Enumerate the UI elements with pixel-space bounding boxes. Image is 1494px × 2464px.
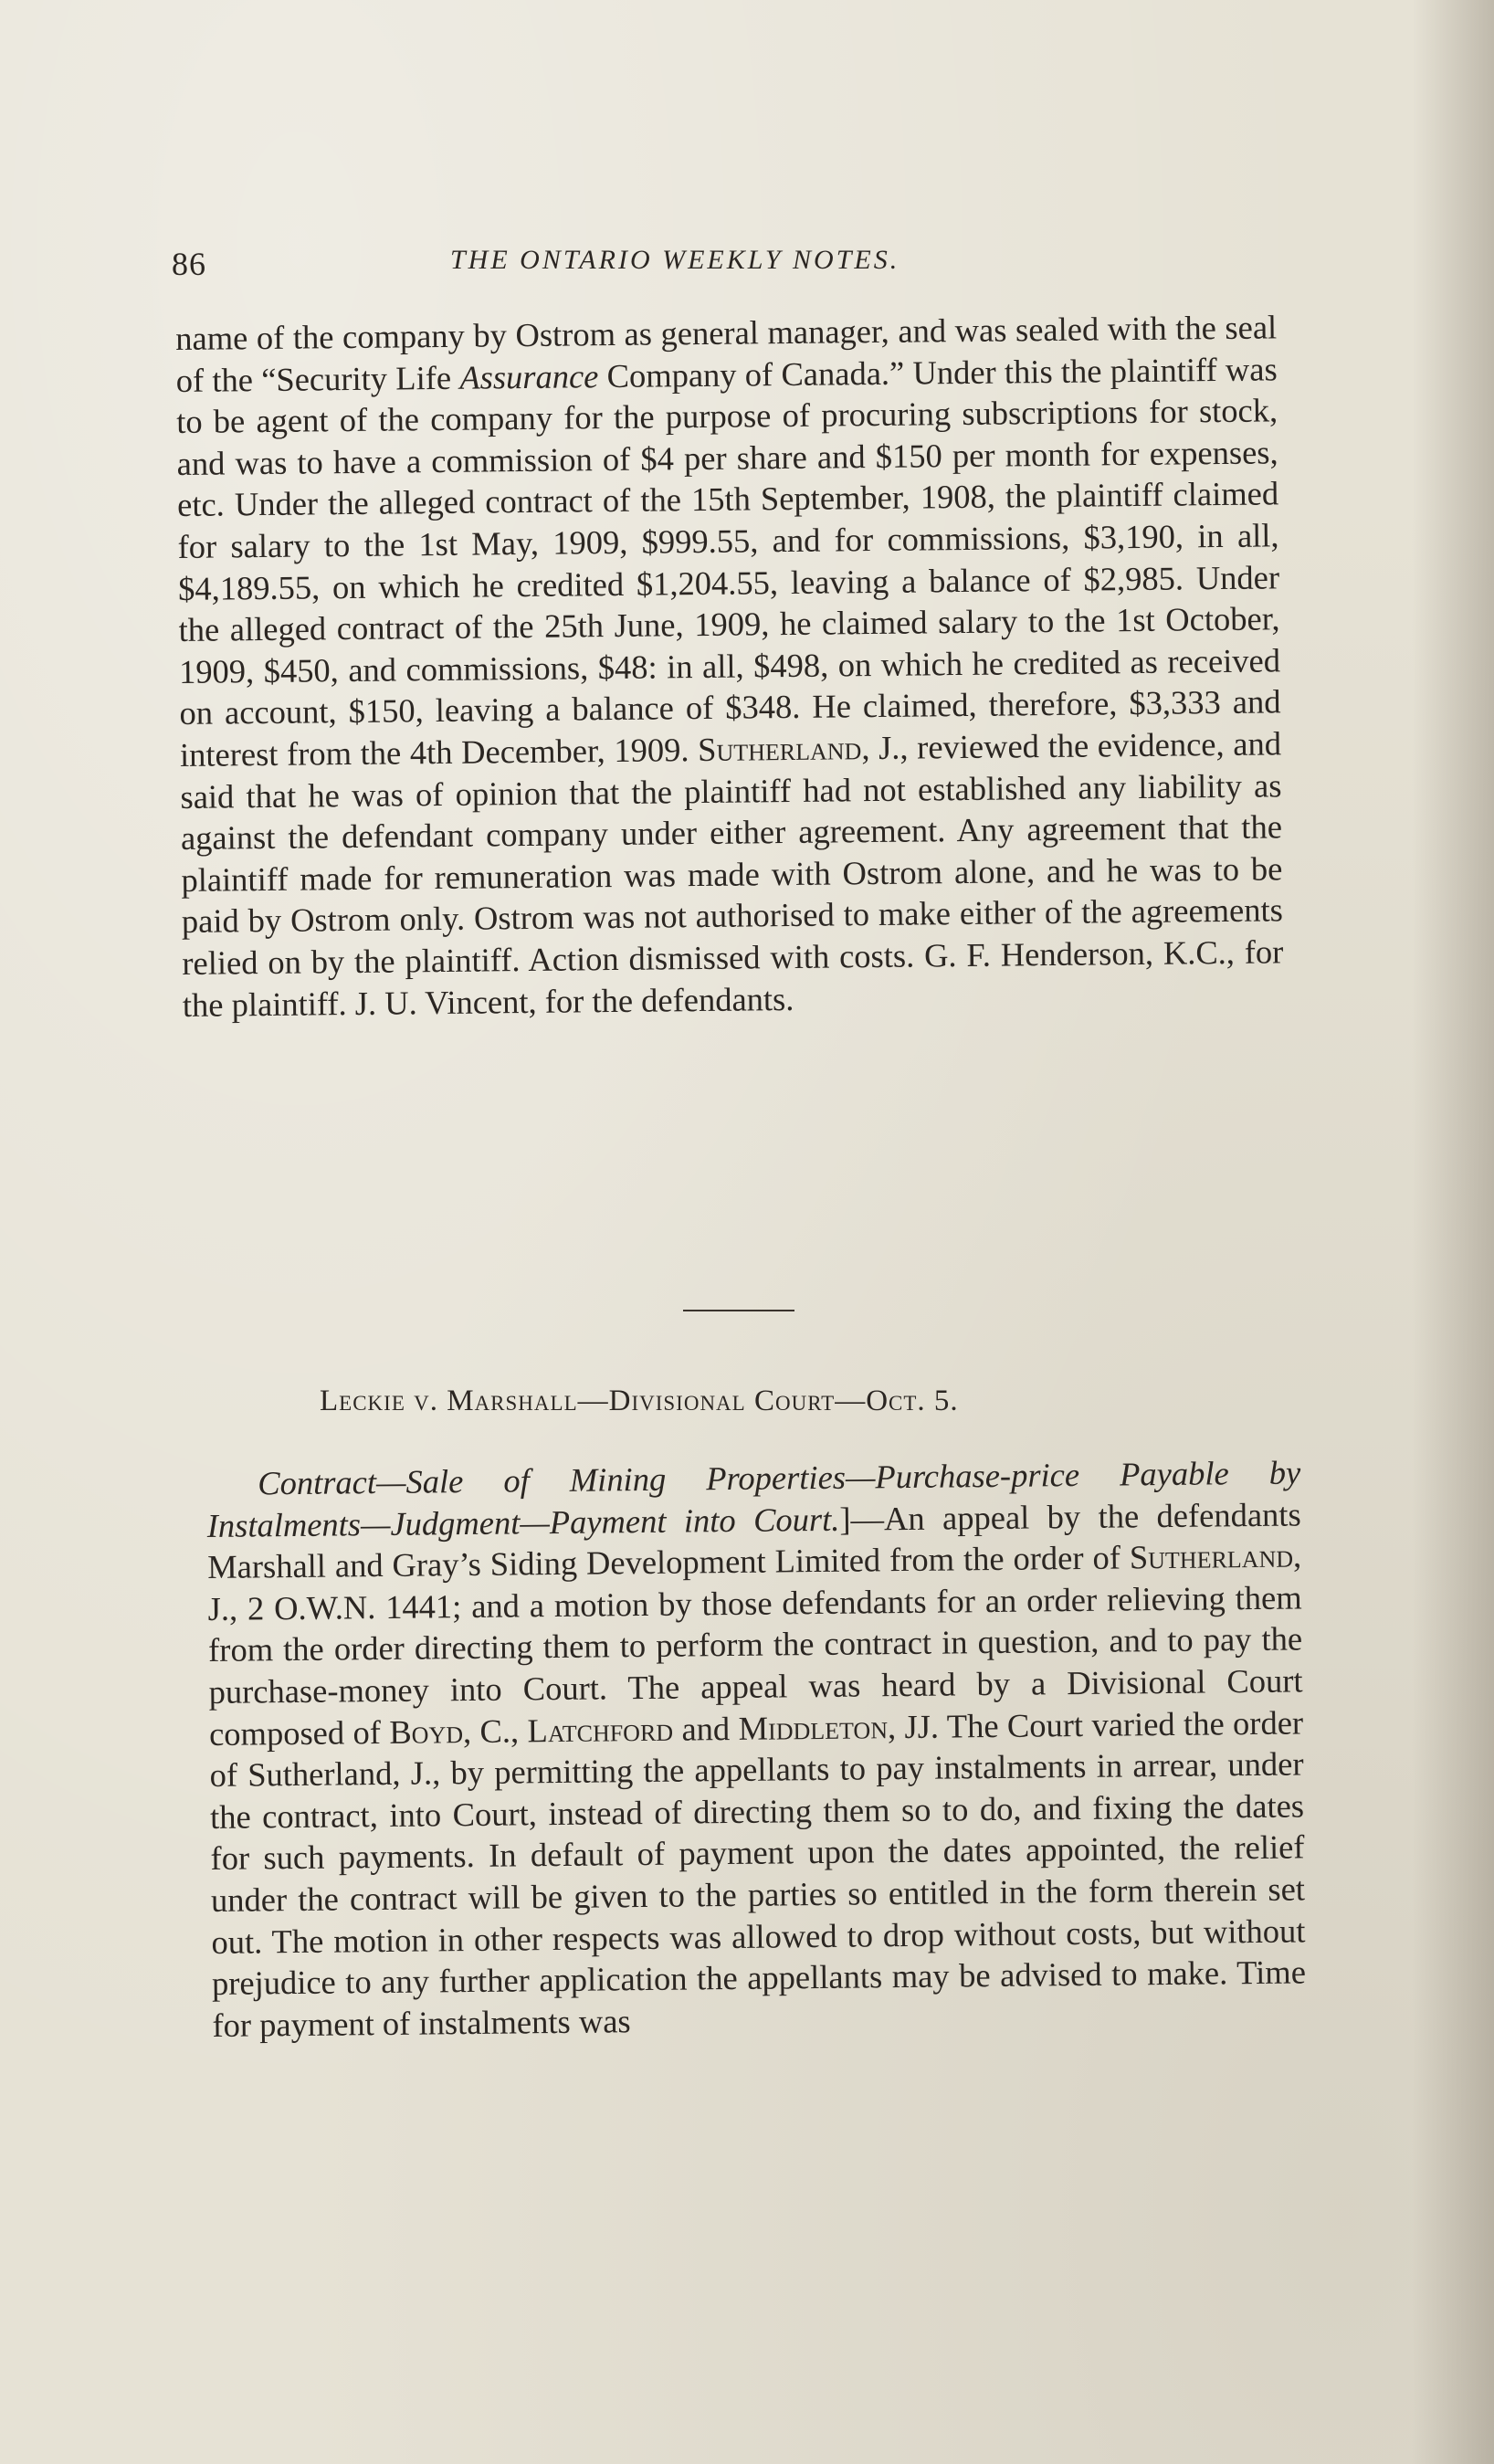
case-heading: Leckie v. Marshall—Divisional Court—Oct. 5. [320, 1385, 959, 1417]
judge-middleton: Middleton [738, 1707, 889, 1747]
judge-sutherland-2: Sutherland [1129, 1536, 1294, 1576]
paragraph-1-text-a: name of the company by Ostrom as general manager, and was sealed with the seal of the “Security Life [175, 308, 1278, 399]
running-title: THE ONTARIO WEEKLY NOTES. [450, 245, 900, 275]
paragraph-2-text-d: and [672, 1709, 739, 1748]
judge-latchford: Latchford [527, 1710, 674, 1749]
paragraph-2-text-e: , JJ. The Court varied the order of Sutherland, J., by permitting the appellants to pay instalments in arrear, under the contract, into Court, instead of directing them so to do, and fixing the dates for such payments. In default of payment upon the dates appointed, the relief under the contract will be given to the parties so entitled in the form therein set out. The motion in other respects was allowed to drop without costs, but without prejudice to any further application the appellants may be advised to make. Time for payment of instalments was [209, 1703, 1307, 2044]
section-divider [683, 1310, 794, 1311]
paragraph-2-text-a: ]—An appeal by the defendants Marshall and Gray’s Siding Development Limited from the order of [206, 1495, 1301, 1586]
judge-sutherland: Sutherland [697, 729, 862, 768]
paragraph-1-text-b: Company of Canada.” Under this the plaintiff was to be agent of the company for the purpose of procuring subscriptions for stock, and was to have a commission of $4 per share and $150 per month for expenses, etc. Under the alleged contract of the 15th September, 1908, the plaintiff claimed for salary to the 1st May, 1909, $999.55, and for commissions, $3,190, in all, $4,189.55, on which he credited $1,204.55, leaving a balance of $2,985. Under the alleged contract of the 25th June, 1909, he claimed salary to the 1st October, 1909, $450, and commissions, $48: in all, $498, on which he credited as received on account, $150, leaving a balance of $348. He claimed, therefore, $3,333 and interest from the 4th December, 1909. [175, 349, 1281, 774]
assurance-italic: Assurance [459, 356, 599, 396]
paragraph-1-text-c: , J., reviewed the evidence, and said that he was of opinion that the plaintiff had not established any liability as against the defendant company under either agreement. Any agreement that the plaintiff made for remuneration was made with Ostrom alone, and he was to be paid by Ostrom only. Ostrom was not authorised to make either of the agreements relied on by the plaintiff. Action dismissed with costs. G. F. Henderson, K.C., for the plaintiff. J. U. Vincent, for the defendants. [180, 724, 1284, 1024]
paragraph-2-text-c: , C., [462, 1711, 528, 1750]
paragraph-2-text-b: , J., 2 O.W.N. 1441; and a motion by those defendants for an order relieving them from the order directing them to perform the contract in question, and to pay the purchase-money into Court. The appeal was heard by a Divisional Court composed of [207, 1536, 1303, 1753]
page-header [172, 245, 1313, 290]
headnote: Contract—Sale of Mining Properties—Purchase-price Payable by Instalments—Judgment—Payment into Court. [206, 1453, 1301, 1544]
paragraph-2 [206, 1451, 1307, 2046]
page-edge-shadow [1412, 0, 1494, 2464]
page-number: 86 [172, 246, 206, 282]
judge-boyd: Boyd [389, 1711, 464, 1751]
paragraph-indent [206, 1494, 258, 1495]
paragraph-1 [175, 306, 1284, 1026]
